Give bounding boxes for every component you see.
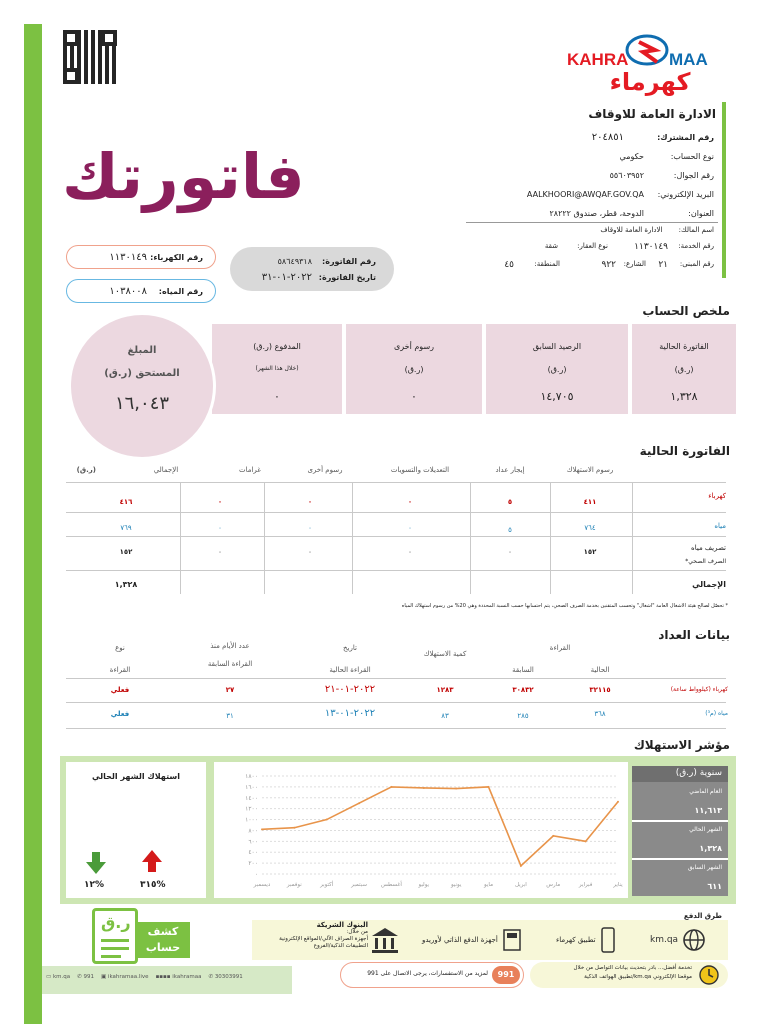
summary-previous-value: ١٤,٧٠٥: [540, 390, 574, 403]
invoice-no-value: ٥٨٦٤٩٣١٨: [277, 256, 312, 266]
kmqa-method[interactable]: [650, 926, 726, 954]
y-tick-label: ١٨٠٠: [245, 773, 258, 780]
summary-previous: [486, 324, 628, 414]
invoice-date-value: ٢٠٢٢-٠١-٣١: [261, 271, 312, 283]
prev-month-value: ٦١١: [707, 882, 722, 891]
account-type-value: حكومي: [619, 152, 644, 161]
meter-divider: [66, 728, 726, 729]
y-tick-label: ١٤٠٠: [245, 794, 258, 802]
table-cell: ١٢٨٣: [436, 686, 454, 694]
current-month-title: استهلاك الشهر الحالي: [92, 772, 180, 781]
data-point: [326, 819, 328, 821]
meter-h-type1: نوع: [115, 644, 125, 652]
table-cell: ٤١٦: [119, 498, 133, 506]
y-tick-label: ١٠٠٠: [245, 816, 258, 824]
table-cell: ٢٠٢٢-٠١-١٣: [324, 708, 376, 719]
table-cell: ٨٣: [441, 712, 449, 720]
link-live[interactable]: ▣ ikahramaa.live: [100, 974, 149, 980]
x-tick-label: أكتوبر: [320, 882, 334, 888]
summary-panel: [60, 318, 736, 418]
owner-value: الادارة العامة للاوقاف: [600, 226, 663, 234]
x-tick-label: ديسمبر: [253, 882, 271, 888]
up-percent: ٣١٥%: [140, 880, 166, 890]
table-cell: فعلي: [110, 710, 130, 718]
summary-other-label: رسوم أخرى: [393, 342, 435, 351]
meter-h-current: الحالية: [590, 666, 610, 674]
account-type-label: نوع الحساب:: [670, 152, 714, 161]
update-info-text: [536, 964, 692, 982]
last-year-label: العام الماضي: [689, 788, 722, 795]
kmqa-label: km.qa: [650, 935, 679, 945]
water-meter-label: رقم المياه:: [158, 286, 203, 296]
table-cell: ٤١١: [583, 498, 597, 506]
call-text: لمزيد من الاستفسارات، يرجى الاتصال على 991: [367, 970, 488, 977]
side-divider: [632, 820, 728, 822]
banks-title: البنوك الشريكة: [316, 921, 368, 929]
footer-bar: [42, 966, 292, 994]
side-divider: [632, 858, 728, 860]
owner-fields: [424, 226, 714, 276]
link-phone-label: 991: [83, 974, 94, 980]
statement-l2: حساب: [145, 941, 181, 954]
org-fields: [444, 128, 714, 223]
data-point: [358, 802, 360, 804]
link-social-label: ikahramaa: [172, 974, 202, 980]
zone-label: المنطقة:: [534, 260, 560, 268]
summary-due-unit: المستحق (ر.ق): [104, 368, 180, 379]
y-tick-label: ٤٠٠: [248, 849, 258, 857]
bill-footnote: * تحصّل لصالح هيئة الأشغال العامة "أشغال" وتحسب المتقنين بخدمة الصرف الصحي، يتم احتسابها حسب النسبة المحددة وهي 20% من رسوم استهلاك المياه: [401, 603, 728, 609]
y-tick-label: ٨٠٠: [248, 827, 258, 835]
table-cell: ٠: [307, 498, 313, 506]
statement-doc-icon: [92, 908, 138, 964]
x-tick-label: يونيو: [450, 882, 462, 888]
subscriber-label: رقم المشترك:: [657, 133, 714, 142]
meter-row-elec-label: كهرباء (كيلوواط ساعة): [670, 686, 728, 693]
bill-h-penalties: غرامات: [239, 466, 261, 474]
data-point: [520, 865, 522, 867]
x-tick-label: يوليو: [418, 882, 430, 888]
x-tick-label: أغسطس: [381, 882, 402, 888]
ooredoo-method[interactable]: [422, 926, 548, 954]
summary-other: [346, 324, 482, 414]
link-live-label: ikahramaa.live: [107, 974, 149, 980]
table-cell: ٣٠٨٣٢: [512, 686, 534, 694]
property-label: نوع العقار:: [577, 242, 608, 250]
bill-col-line: [470, 482, 471, 594]
data-point: [488, 786, 490, 788]
bill-divider: [66, 570, 726, 571]
table-cell: ٠: [508, 548, 512, 556]
update-info-l1: تخدمة أفضل... بادر بتحديث بيانات التواصل من خلال: [573, 965, 692, 971]
data-point: [390, 786, 392, 788]
summary-due-value: ١٦,٠٤٣: [114, 393, 170, 414]
link-whatsapp-label: 30303991: [214, 974, 243, 980]
summary-previous-unit: (ر.ق): [547, 365, 567, 374]
bill-col-line: [632, 482, 633, 594]
table-cell: ٥: [507, 498, 513, 506]
banks-line2: أجهزة الصراف الآلي/المواقع الإلكترونية: [279, 936, 368, 942]
meter-h-date1: تاريخ: [343, 644, 357, 652]
bill-divider: [66, 536, 726, 537]
meter-h-previous: السابقة: [512, 666, 534, 674]
email-label: البريد الإلكتروني:: [657, 190, 714, 199]
y-tick-label: ١٦٠٠: [245, 783, 258, 791]
meter-data-title: بيانات العداد: [658, 628, 730, 642]
table-cell: ٧٦٤: [584, 524, 596, 532]
qr-code: [63, 30, 117, 84]
bill-row-sewage-label: تصريف مياه: [691, 544, 726, 552]
arrow-down-icon: [84, 850, 108, 876]
table-cell: ٢٠٢٢-٠١-٢١: [324, 684, 376, 695]
meter-h-days1: عدد الأيام منذ: [210, 642, 250, 650]
y-tick-label: ٢٠٠: [248, 860, 258, 868]
this-month-value: ١,٣٢٨: [699, 844, 722, 853]
meter-row-water-label: مياه (م³): [705, 710, 728, 717]
statement-label: [136, 922, 190, 958]
social-links: [46, 974, 290, 980]
meter-h-reading: القراءة: [549, 644, 571, 652]
logo-text-ar: كهرماء: [609, 68, 691, 96]
banks-line3: التطبيقات الذكية/الفروع: [313, 943, 368, 949]
table-cell: ٢٨٥: [517, 712, 529, 720]
org-divider: [466, 222, 718, 223]
current-bill-title: الفاتورة الحالية: [639, 444, 730, 458]
table-cell: ٣١: [226, 712, 234, 720]
bill-h-other: رسوم أخرى: [307, 466, 343, 474]
link-web-label: km.qa: [52, 974, 71, 980]
table-cell: ٠: [408, 548, 412, 556]
water-meter-value: ١٠٣٨٠٠٨: [109, 285, 147, 297]
building-label: رقم المبنى:: [679, 260, 714, 268]
indicator-title: مؤشر الاستهلاك: [633, 738, 730, 752]
zone-value: ٤٥: [504, 260, 514, 270]
service-value: ١١٣٠١٤٩: [634, 242, 668, 252]
bill-h-currency: (ر.ق): [76, 466, 96, 474]
data-point: [552, 835, 554, 837]
street-value: ٩٢٢: [601, 260, 616, 270]
data-point: [423, 787, 425, 789]
summary-current-label: الفاتورة الحالية: [659, 342, 709, 351]
mobile-label: رقم الجوال:: [673, 171, 714, 180]
logo-text-right: MAA: [669, 50, 708, 69]
meter-h-type2: القراءة: [109, 666, 131, 674]
data-point: [261, 828, 263, 830]
page-title: فاتورتك: [62, 140, 305, 213]
arrow-up-icon: [140, 848, 164, 874]
invoice-info-pill: [230, 247, 394, 291]
summary-other-value: ٠: [411, 390, 417, 403]
statement-l1: كشف: [147, 925, 179, 938]
summary-other-unit: (ر.ق): [404, 365, 424, 374]
x-tick-label: نوفمبر: [286, 882, 302, 888]
table-cell: ٠: [218, 524, 222, 532]
meter-h-date2: القراءة الحالية: [329, 666, 371, 674]
table-cell: ١٥٢: [119, 548, 133, 556]
bill-total-label: الإجمالي: [692, 580, 726, 589]
x-tick-label: فبراير: [578, 882, 593, 888]
data-point: [617, 801, 619, 803]
table-cell: ٣٢١١٥: [589, 686, 611, 694]
bill-divider: [66, 512, 726, 513]
account-statement-badge[interactable]: [92, 908, 192, 964]
summary-current: [632, 324, 736, 414]
table-cell: ٠: [308, 548, 312, 556]
table-cell: ٠: [408, 524, 412, 532]
electricity-meter-pill: [66, 245, 216, 269]
ooredoo-label: أجهزة الدفع الذاتي لأوريدو: [422, 936, 498, 944]
summary-paid-value: ٠: [274, 390, 280, 403]
invoice-no-label: رقم الفاتورة:: [322, 256, 376, 266]
water-meter-pill: [66, 279, 216, 303]
payment-title: طرق الدفع: [683, 912, 722, 920]
partner-banks[interactable]: [254, 922, 368, 950]
summary-paid-label: المدفوع (ر.ق): [253, 342, 301, 351]
table-cell: فعلي: [110, 686, 130, 694]
data-point: [585, 840, 587, 842]
table-cell: ٠: [308, 524, 312, 532]
summary-paid-note: (خلال هذا الشهر): [255, 365, 299, 372]
summary-current-unit: (ر.ق): [674, 365, 694, 374]
clock-icon: [698, 964, 720, 986]
meter-h-consumption: كمية الاستهلاك: [423, 650, 467, 658]
update-info-l2: موقعنا الإلكتروني km.qa/تطبيق الهواتف الذكية: [584, 974, 692, 980]
table-cell: ٧٦٩: [120, 524, 132, 532]
x-tick-label: يناير: [613, 882, 623, 888]
invoice-date-label: تاريخ الفاتورة:: [318, 272, 376, 282]
elec-meter-value: ١١٣٠١٤٩: [109, 251, 147, 263]
property-value: شقة: [544, 242, 558, 250]
summary-previous-label: الرصيد السابق: [532, 342, 582, 351]
bill-col-line: [264, 482, 265, 594]
current-bill-table: [0, 460, 768, 600]
banks-line1: من خلال:: [346, 929, 368, 935]
meter-h-days2: القراءة السابقة: [207, 660, 253, 668]
statement-icon-text: ر.ق: [101, 913, 131, 932]
bill-h-total: الإجمالي: [153, 466, 179, 474]
call-number: 991: [497, 970, 515, 979]
address-value: الدوحة، قطر، صندوق ٢٨٢٢٢: [549, 209, 644, 218]
data-point: [455, 788, 457, 790]
bank-icon: [370, 926, 400, 954]
email-value[interactable]: AALKHOORI@AWQAF.GOV.QA: [526, 190, 644, 199]
subscriber-value: ٢٠٤٨٥١: [591, 132, 624, 143]
address-label: العنوان:: [688, 209, 714, 218]
summary-due-label: المبلغ: [127, 345, 157, 356]
org-name: الادارة العامة للاوقاف: [588, 107, 716, 121]
table-cell: ٠: [407, 498, 413, 506]
bill-h-adjustments: التعديلات والتسويات: [390, 466, 450, 474]
table-cell: ٢٧: [225, 686, 235, 694]
current-month-box: [66, 762, 206, 898]
building-value: ٢١: [658, 260, 668, 270]
chart-box: [214, 762, 628, 898]
service-label: رقم الخدمة:: [678, 242, 714, 250]
link-web[interactable]: ▭ km.qa: [46, 974, 71, 980]
bill-total-value: ١,٣٢٨: [114, 580, 138, 589]
street-label: الشارع:: [623, 260, 646, 268]
x-tick-label: ابريل: [515, 882, 527, 888]
mobile-value: ٥٥٦٠٣٩٥٢: [609, 171, 644, 180]
bill-header-row: [66, 466, 726, 478]
table-cell: ١٥٢: [583, 548, 597, 556]
logo-text-left: KAHRA: [567, 50, 629, 69]
y-tick-label: ٦٠٠: [248, 838, 258, 846]
down-percent: ١٢%: [84, 880, 105, 890]
link-phone[interactable]: ✆ 991: [77, 974, 94, 980]
series-line: [262, 787, 618, 866]
bill-row-elec-label: كهرباء: [708, 492, 726, 500]
owner-label: اسم المالك:: [678, 226, 714, 234]
link-social[interactable]: ▪▪▪▪ ikahramaa: [155, 974, 202, 980]
meter-divider: [66, 702, 726, 703]
bill-divider: [66, 482, 726, 483]
x-tick-label: مايو: [484, 882, 494, 888]
last-year-value: ١١,٦١٣: [694, 806, 722, 815]
summary-due-circle: [68, 312, 216, 460]
kiosk-icon: [502, 928, 522, 952]
elec-meter-label: رقم الكهرباء:: [150, 252, 203, 262]
bill-h-meter-rent: إيجار عداد: [495, 466, 525, 474]
bill-col-line: [180, 482, 181, 594]
table-cell: ٠: [218, 548, 222, 556]
app-method[interactable]: [556, 926, 640, 954]
x-tick-label: مارس: [546, 882, 561, 888]
this-month-label: الشهر الحالي: [689, 826, 722, 833]
summary-current-value: ١,٣٢٨: [670, 390, 698, 403]
globe-icon: [682, 928, 706, 952]
annual-side-header: سنوية (ر.ق): [632, 766, 728, 782]
mobile-phone-icon: [600, 927, 616, 953]
app-label: تطبيق كهرماء: [556, 936, 596, 944]
bill-h-consumption: رسوم الاستهلاك: [566, 466, 614, 474]
table-cell: ٠: [217, 498, 223, 506]
bill-col-line: [550, 482, 551, 594]
bill-row-water-label: مياه: [714, 522, 726, 530]
annual-side-panel: [632, 766, 728, 896]
y-tick-label: ٠: [254, 871, 258, 878]
table-cell: ٣٦٨: [594, 710, 606, 718]
meter-divider: [66, 678, 726, 679]
org-accent-bar: [722, 102, 726, 278]
call-number-badge: [492, 966, 520, 984]
table-cell: ٥: [508, 526, 512, 534]
consumption-chart: [214, 762, 628, 898]
bill-row-sewage-label2: الصرف الصحي*: [685, 558, 726, 565]
link-whatsapp[interactable]: ✆ 30303991: [208, 974, 243, 980]
bill-col-line: [352, 482, 353, 594]
kahramaa-logo: [565, 28, 725, 98]
summary-paid: [212, 324, 342, 414]
meter-table: [0, 638, 768, 728]
summary-title: ملخص الحساب: [642, 304, 730, 318]
data-point: [293, 827, 295, 829]
prev-month-label: الشهر السابق: [687, 864, 722, 871]
y-tick-label: ١٢٠٠: [245, 805, 258, 813]
x-tick-label: سبتمبر: [351, 882, 367, 888]
